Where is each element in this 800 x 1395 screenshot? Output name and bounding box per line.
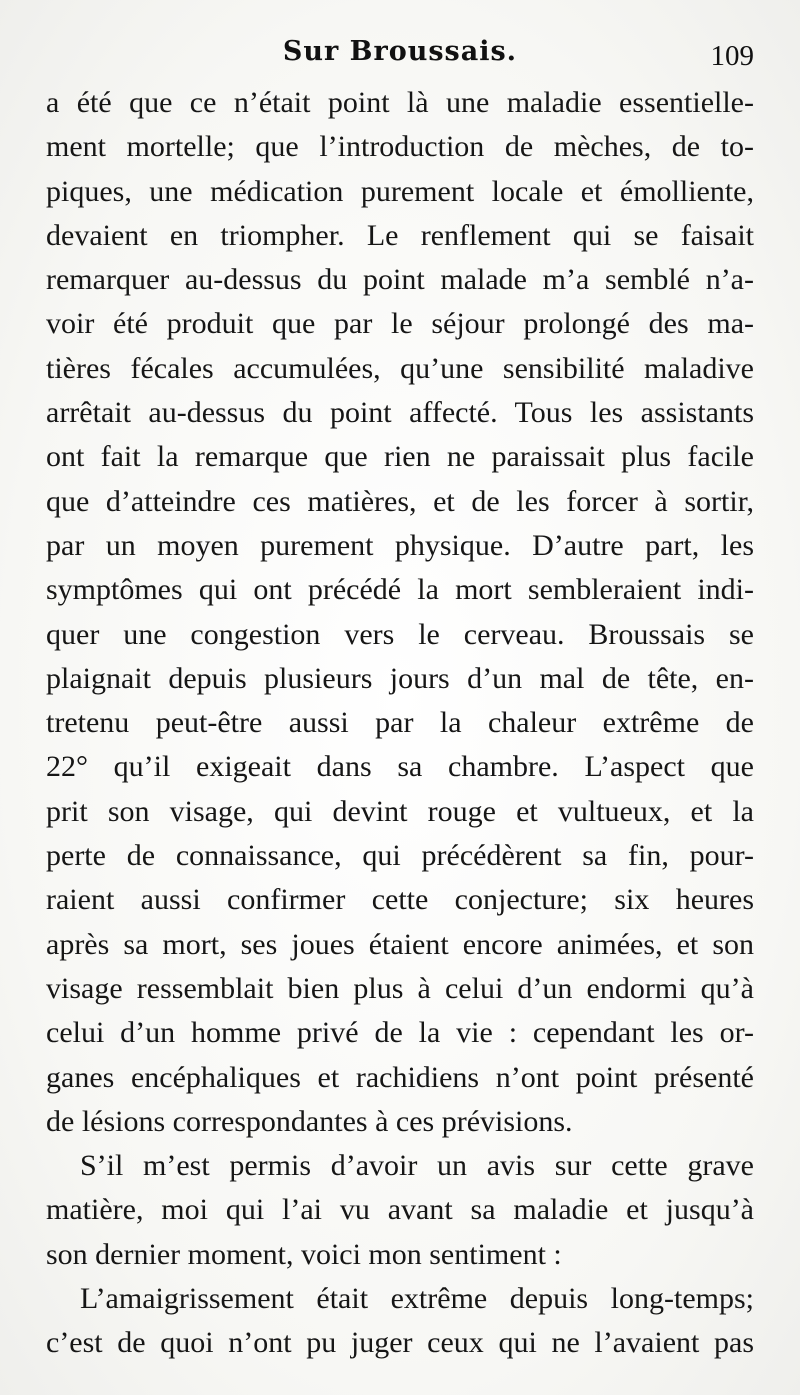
text-line: arrêtait au-dessus du point affecté. Tous les assistants (46, 396, 754, 430)
page-header (46, 28, 754, 72)
text-line: raient aussi confirmer cette conjecture; six heures (46, 883, 754, 917)
page-number: 109 (710, 40, 754, 72)
text-line: voir été produit que par le séjour prolongé des ma- (46, 307, 754, 341)
text-line: celui d’un homme privé de la vie : cependant les or- (46, 1016, 754, 1050)
text-line: devaient en triompher. Le renflement qui se faisait (46, 218, 754, 252)
text-line: plaignait depuis plusieurs jours d’un mal de tête, en- (46, 661, 754, 695)
text-line: piques, une médication purement locale et émolliente, (46, 174, 754, 208)
text-line: tières fécales accumulées, qu’une sensibilité maladive (46, 351, 754, 385)
text-line: de lésions correspondantes à ces prévisions. (46, 1104, 573, 1138)
text-line: visage ressemblait bien plus à celui d’un endormi qu’à (46, 971, 754, 1005)
text-line: ganes encéphaliques et rachidiens n’ont point présenté (46, 1060, 754, 1094)
text-line: après sa mort, ses joues étaient encore animées, et son (46, 927, 754, 961)
body-text (46, 81, 754, 1366)
text-line: symptômes qui ont précédé la mort sembleraient indi- (46, 573, 754, 607)
text-line: tretenu peut-être aussi par la chaleur extrême de (46, 706, 754, 740)
text-line: son dernier moment, voici mon sentiment : (46, 1237, 562, 1271)
text-line: prit son visage, qui devint rouge et vultueux, et la (46, 794, 754, 828)
text-line: quer une congestion vers le cerveau. Broussais se (46, 617, 754, 651)
text-line: que d’atteindre ces matières, et de les forcer à sortir, (46, 484, 754, 518)
text-line: L’amaigrissement était extrême depuis long-temps; (80, 1282, 754, 1316)
text-line: ont fait la remarque que rien ne paraissait plus facile (46, 440, 754, 474)
running-title: Sur Broussais. (282, 36, 518, 67)
text-line: par un moyen purement physique. D’autre part, les (46, 528, 754, 562)
text-line: S’il m’est permis d’avoir un avis sur cette grave (80, 1149, 754, 1183)
text-line: matière, moi qui l’ai vu avant sa maladie et jusqu’à (46, 1193, 754, 1227)
text-line: 22° qu’il exigeait dans sa chambre. L’aspect que (46, 750, 754, 784)
text-line: c’est de quoi n’ont pu juger ceux qui ne l’avaient pas (46, 1326, 754, 1360)
text-line: ment mortelle; que l’introduction de mèches, de to- (46, 130, 754, 164)
text-line: perte de connaissance, qui précédèrent sa fin, pour- (46, 839, 754, 873)
text-line: a été que ce n’était point là une maladie essentielle- (46, 86, 754, 119)
text-line: remarquer au-dessus du point malade m’a semblé n’a- (46, 263, 754, 297)
